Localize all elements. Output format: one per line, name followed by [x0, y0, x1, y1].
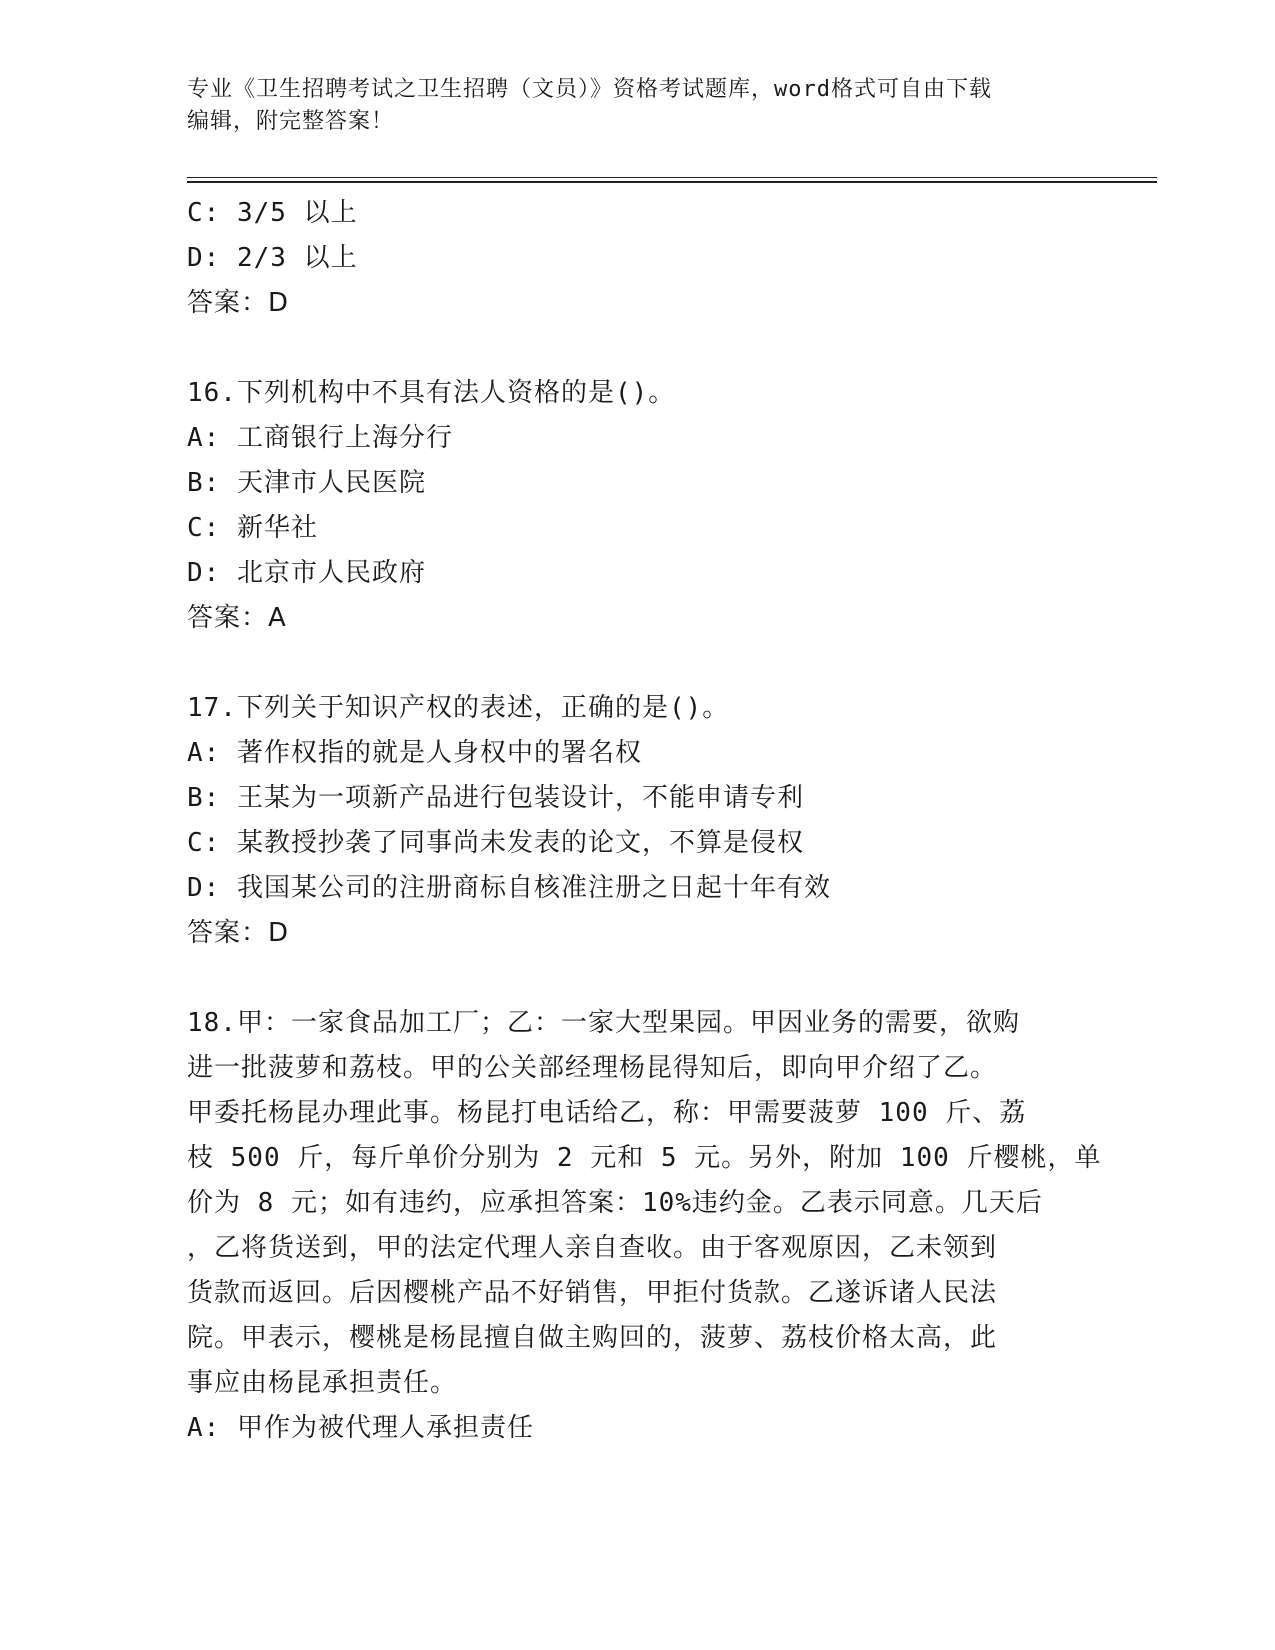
question-16: [187, 371, 1087, 641]
option-b: B: 王某为一项新产品进行包装设计，不能申请专利: [187, 783, 804, 813]
question-text-line: 货款而返回。后因樱桃产品不好销售，甲拒付货款。乙遂诉诸人民法: [187, 1278, 998, 1308]
header-line-2: 编辑，附完整答案！: [187, 109, 395, 134]
question-text: 16.下列机构中不具有法人资格的是()。: [187, 378, 676, 408]
question-text-line: 价为 8 元；如有违约，应承担答案：10%违约金。乙表示同意。几天后: [187, 1188, 1043, 1218]
question-text-line: 事应由杨昆承担责任。: [187, 1368, 458, 1398]
question-text: 17.下列关于知识产权的表述，正确的是()。: [187, 693, 730, 723]
question-text-line: 进一批菠萝和荔枝。甲的公关部经理杨昆得知后，即向甲介绍了乙。: [187, 1053, 998, 1083]
document-header: [187, 74, 1067, 138]
question-text-line: 枝 500 斤，每斤单价分别为 2 元和 5 元。另外，附加 100 斤樱桃，单: [187, 1143, 1102, 1173]
question-text-line: 甲委托杨昆办理此事。杨昆打电话给乙，称：甲需要菠萝 100 斤、荔: [187, 1098, 1027, 1128]
option-b: B: 天津市人民医院: [187, 468, 426, 498]
option-c: C: 3/5 以上: [187, 198, 358, 228]
question-text-line: 18.甲：一家食品加工厂；乙：一家大型果园。甲因业务的需要，欲购: [187, 1008, 1020, 1038]
question-text-line: ，乙将货送到，甲的法定代理人亲自查收。由于客观原因，乙未领到: [187, 1233, 998, 1263]
header-divider-thin: [187, 177, 1157, 178]
document-body: [187, 191, 1102, 1451]
option-a: A: 甲作为被代理人承担责任: [187, 1413, 534, 1443]
question-text-line: 院。甲表示，樱桃是杨昆擅自做主购回的，菠萝、荔枝价格太高，此: [187, 1323, 998, 1353]
option-a: A: 著作权指的就是人身权中的署名权: [187, 738, 642, 768]
answer: 答案：A: [187, 603, 287, 633]
option-d: D: 2/3 以上: [187, 243, 358, 273]
option-d: D: 北京市人民政府: [187, 558, 426, 588]
question-18: [187, 1001, 1102, 1451]
answer: 答案：D: [187, 918, 290, 948]
question-15: [187, 191, 1087, 326]
question-17: [187, 686, 1087, 956]
answer: 答案：D: [187, 288, 290, 318]
header-divider-thick: [187, 181, 1157, 183]
header-line-1: 专业《卫生招聘考试之卫生招聘（文员）》资格考试题库，word格式可自由下载: [187, 77, 992, 102]
option-c: C: 某教授抄袭了同事尚未发表的论文，不算是侵权: [187, 828, 804, 858]
option-c: C: 新华社: [187, 513, 318, 543]
option-d: D: 我国某公司的注册商标自核准注册之日起十年有效: [187, 873, 831, 903]
option-a: A: 工商银行上海分行: [187, 423, 453, 453]
